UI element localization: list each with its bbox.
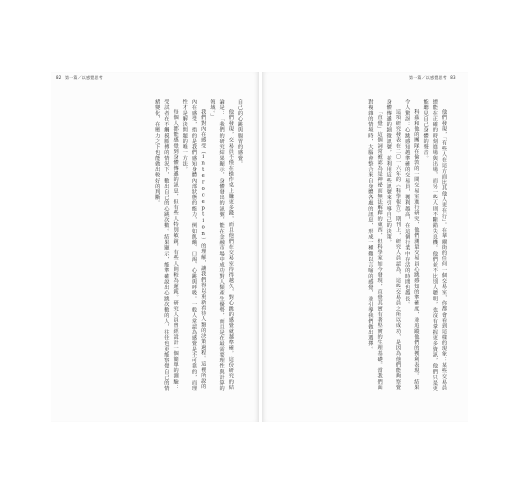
left-running-head-title: 第一篇／以感覺思考 [64,75,103,80]
paragraph: 每個人都能感覺到身體傳遞的訊息，但有些人特別敏銳，有些人則較為遲鈍。研究人員曾經設計一個簡單的測驗：受試者在不觸摸脈搏的情況下，數出自己的心跳次數。結果顯示，能準確說出心跳次數的人，往往也更能察覺自己的情緒變化，在壓力之下也能做出較好的判斷。 [154,99,179,392]
right-page-number: 83 [450,75,456,80]
paragraph: 「直覺」這個詞常被認為是神祕而無法解釋的東西，但科學家如今發現，直覺其實有著堅實的生理基礎。當我們面對複雜的情境時，大腦會整合來自身體各處的訊息，形成一種難以言喻的感覺，並引導我們做出選擇。 [367,99,383,391]
right-running-head [409,75,458,81]
left-page-text [62,99,244,395]
paragraph: 科茲和他的團隊在倫敦的一間交易室進行研究，他們測量交易員心跳感知的準確度，並追蹤他們的獲利表現。結果令人驚訝：心跳感知越準確的交易員，獲利越高，在這個行業中存活的時間也越長。 [404,99,420,391]
right-running-head-title: 第一篇／以感覺思考 [409,75,447,80]
paragraph: 自己的心跳與腸胃的感覺。 [237,99,243,167]
paragraph: 我們對內在感受（interoception）的理解，讓我們得以重新看待人類的決策過程。這裡所說的內在感受，指的是我們感知身體內部狀態的能力，例如飢餓、口渴、心跳與呼吸。一般人常認為感覺是不可靠的，而理性才是解決問題的唯一方法。 [181,99,207,392]
paragraph: 他們發現，「有些人在這方面比其他人更在行」。在華爾街的任何一個交易室，你都會看到這樣的現象：某些交易員總能在正確的時刻進場與出場，而另一些人則不斷錯失良機。他們並不比別人聰明，也沒有掌握更多資訊，他們只是更能聽見自己身體的聲音。 [422,99,447,392]
paragraph: 他們發現，交易員不僅在操作桌上賺更多錢，而且他們在交易室待得越久，對心跳的感覺就越準確。這份研究的結論是：「我們的研究結果顯示，身體發出的訊號，能在金融市場中成功對人類產生優勢，而且是在最需要理性與計算的領域。」 [209,99,234,392]
left-running-head [54,75,103,81]
paragraph: 這項研究發表在二〇一六年的《科學報告》期刊上，研究人員認為，這些交易員之所以成功，是因為他們能夠察覺身體傳遞的細微訊號，並利用這些訊號來引導自己的決策。 [385,99,401,391]
right-page-text [270,99,448,395]
left-page-number: 82 [56,75,62,80]
